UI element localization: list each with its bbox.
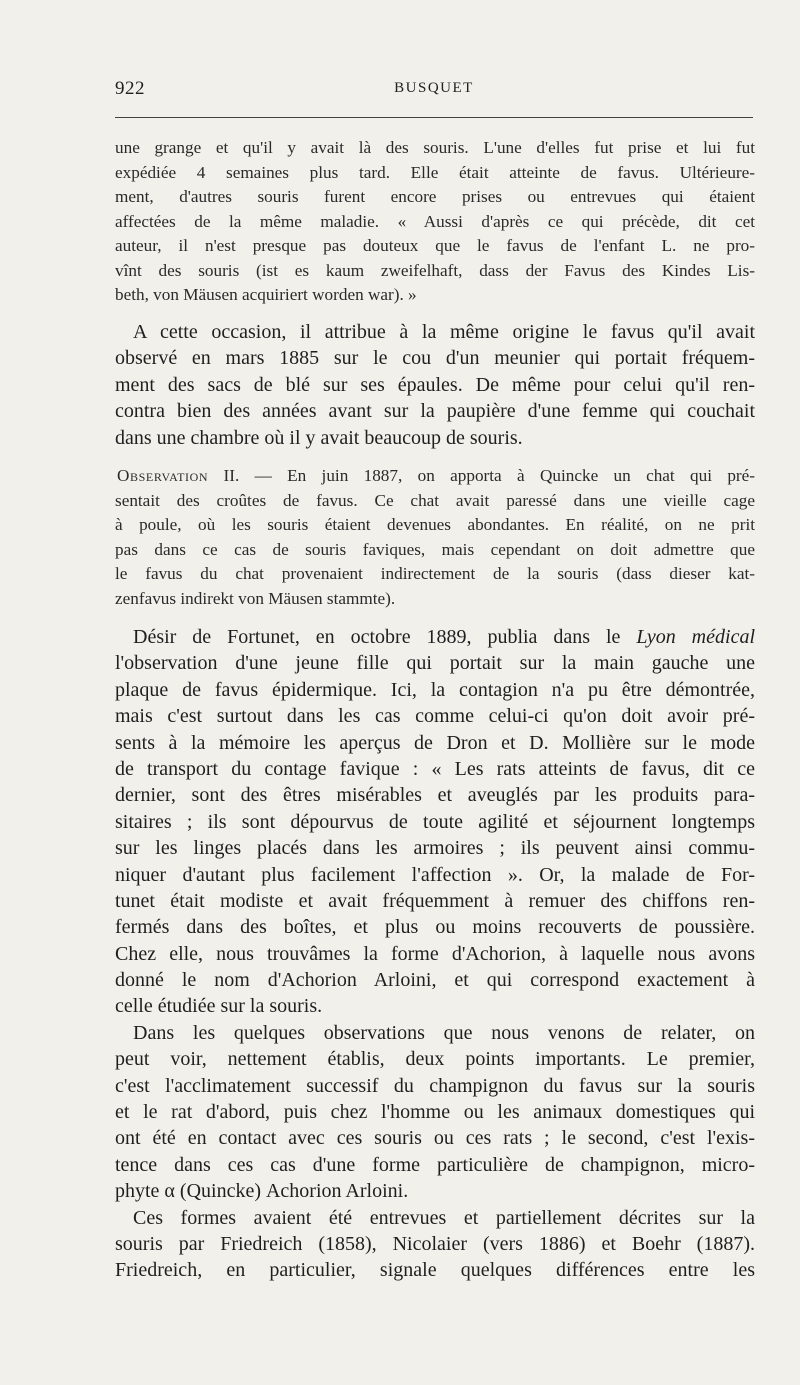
text-line: affectées de la même maladie. « Aussi d'après ce qui précède, dit cet: [115, 211, 755, 231]
text-line: à poule, où les souris étaient devenues abondantes. En réalité, on ne prit: [115, 515, 755, 534]
text-line: donné le nom d'Achorion Arloini, et qui correspond exactement à: [115, 969, 755, 992]
paragraph-quote-continuation: [115, 136, 755, 308]
text-line: souris par Friedreich (1858), Nicolaier (vers 1886) et Boehr (1887).: [115, 1232, 755, 1255]
text-line: peut voir, nettement établis, deux points importants. Le premier,: [115, 1048, 755, 1071]
text-line: A cette occasion, il attribue à la même origine le favus qu'il avait: [133, 321, 755, 343]
text-line: phyte α (Quincke) Achorion Arloini.: [115, 1180, 409, 1203]
text-line: tence dans ces cas d'une forme particulière de champignon, micro-: [115, 1153, 755, 1176]
running-title: BUSQUET: [394, 80, 474, 96]
text-line: et le rat d'abord, puis chez l'homme ou les animaux domestiques qui: [115, 1101, 755, 1124]
journal-title: Lyon médical: [636, 626, 755, 648]
text-line: Chez elle, nous trouvâmes la forme d'Achorion, à laquelle nous avons: [115, 942, 755, 965]
text-line: niquer d'autant plus facilement l'affection ». Or, la malade de For-: [115, 863, 755, 886]
text-line: Friedreich, en particulier, signale quelques différences entre les: [115, 1259, 755, 1282]
text-line: Dans les quelques observations que nous venons de relater, on: [133, 1021, 755, 1044]
text-line: dans une chambre où il y avait beaucoup de souris.: [115, 426, 523, 449]
text-line: celle étudiée sur la souris.: [115, 995, 323, 1018]
main-text-block: [115, 624, 755, 1284]
text-line: l'observation d'une jeune fille qui portait sur la main gauche une: [115, 652, 755, 675]
header-rule: [115, 117, 753, 118]
text-line: sur les linges placés dans les armoires ; ils peuvent ainsi commu-: [115, 837, 755, 860]
text-line: sents à la mémoire les aperçus de Dron et D. Mollière sur le mode: [115, 731, 755, 754]
observation-ii: [115, 464, 755, 611]
text-line: sitaires ; ils sont dépourvus de toute agilité et séjournent longtemps: [115, 810, 755, 833]
text-line: sentait des croûtes de favus. Ce chat avait paressé dans une vieille cage: [115, 490, 755, 510]
text-line: plaque de favus épidermique. Ici, la contagion n'a pu être démontrée,: [115, 678, 755, 701]
text-line: contra bien des années avant sur la paupière d'une femme qui couchait: [115, 400, 755, 423]
text-line: auteur, il n'est presque pas douteux que le favus de l'enfant L. ne pro-: [115, 236, 755, 255]
observation-label: Observation: [117, 466, 209, 485]
text-line: ment, d'autres souris furent encore prises ou entrevues qui étaient: [115, 187, 755, 206]
observation-text: II. — En juin 1887, on apporta à Quincke un chat qui pré-: [208, 466, 755, 485]
text-line: observé en mars 1885 sur le cou d'un meunier qui portait fréquem-: [115, 347, 755, 370]
text-line: tunet était modiste et avait fréquemment à remuer des chiffons ren-: [115, 889, 755, 912]
page-header: [115, 78, 753, 102]
text-line: Ces formes avaient été entrevues et partiellement décrites sur la: [133, 1206, 755, 1229]
text-line: Désir de Fortunet, en octobre 1889, publia dans le Lyon médical: [133, 626, 755, 648]
text-line: ont été en contact avec ces souris ou ces rats ; le second, c'est l'exis-: [115, 1127, 755, 1150]
text-line: beth, von Mäusen acquiriert worden war). »: [115, 285, 417, 304]
text-line: fermés dans des boîtes, et plus ou moins recouverts de poussière.: [115, 916, 755, 939]
text-line: c'est l'acclimatement successif du champignon du favus sur la souris: [115, 1074, 755, 1097]
paragraph-occasion: [115, 319, 755, 451]
text-line: une grange et qu'il y avait là des souris. L'une d'elles fut prise et lui fut: [115, 138, 755, 157]
text-line: de transport du contage favique : « Les rats atteints de favus, dit ce: [115, 757, 755, 780]
text-line: expédiée 4 semaines plus tard. Elle était atteinte de favus. Ultérieure-: [115, 162, 755, 182]
text-line: vînt des souris (ist es kaum zweifelhaft, dass der Favus des Kindes Lis-: [115, 260, 755, 280]
text-line: le favus du chat provenaient indirectement de la souris (dass dieser kat-: [115, 564, 755, 583]
page-number: 922: [115, 78, 145, 99]
text-line: pas dans ce cas de souris faviques, mais cependant on doit admettre que: [115, 539, 755, 559]
text-line: mais c'est surtout dans les cas comme celui-ci qu'on doit avoir pré-: [115, 705, 755, 728]
observation-first-line: [115, 464, 755, 489]
text-line: dernier, sont des êtres misérables et aveuglés par les produits para-: [115, 784, 755, 807]
text-line: ment des sacs de blé sur ses épaules. De même pour celui qu'il ren-: [115, 373, 755, 396]
text-line: zenfavus indirekt von Mäusen stammte).: [115, 588, 396, 608]
